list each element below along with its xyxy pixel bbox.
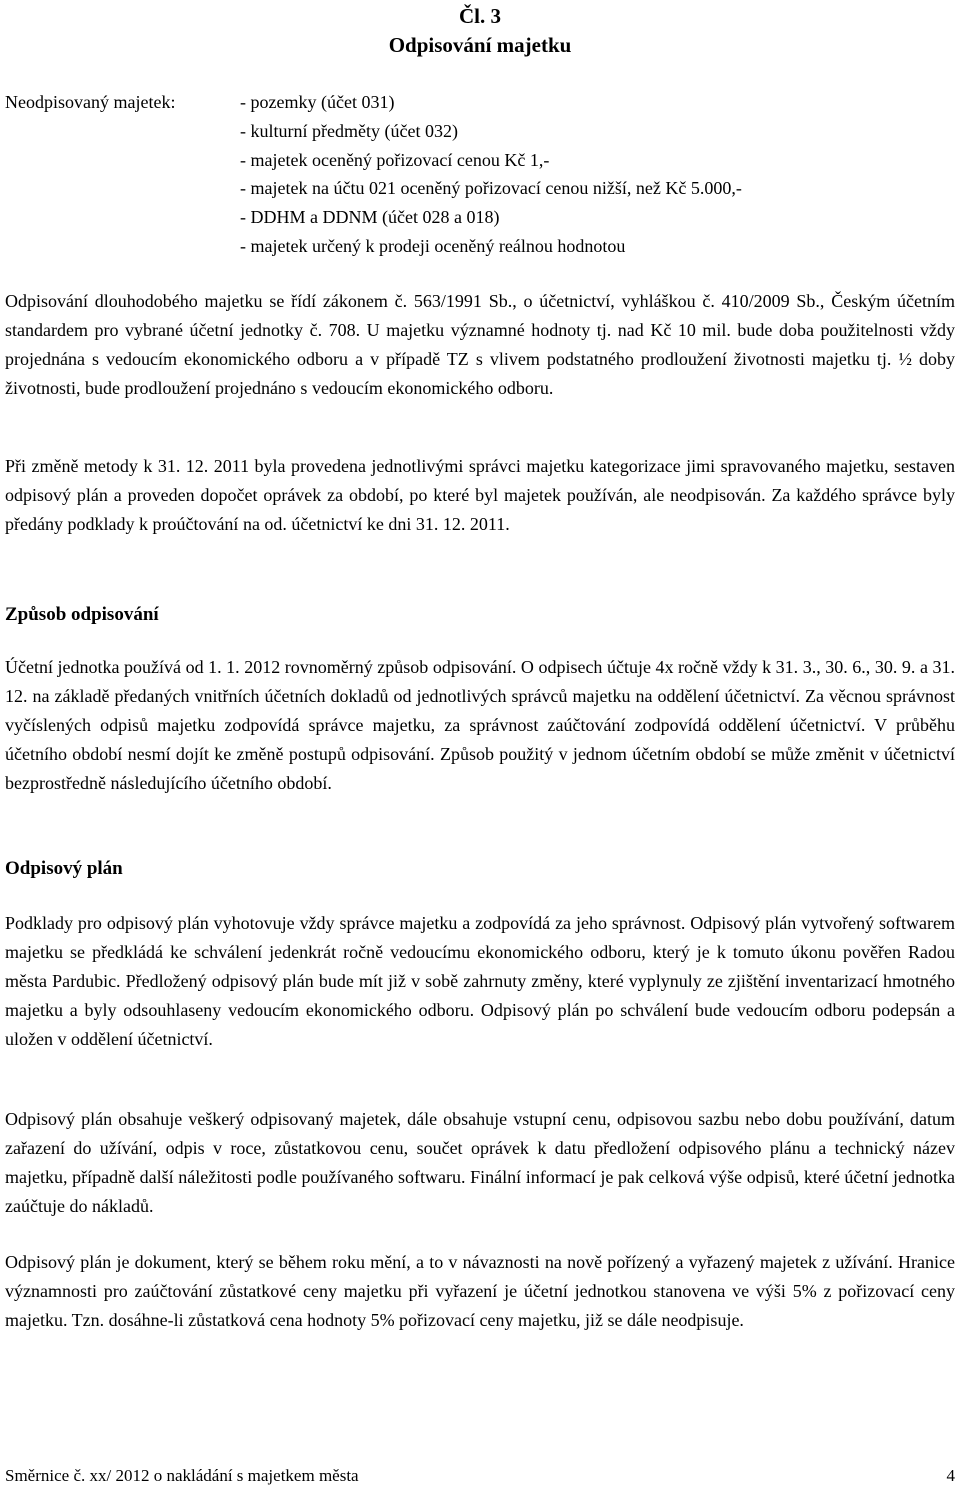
non-depreciated-label: Neodpisovaný majetek: [5,92,176,112]
list-item: - majetek určený k prodeji oceněný reálnou hodnotou [240,236,626,256]
paragraph-legal-basis: Odpisování dlouhodobého majetku se řídí zákonem č. 563/1991 Sb., o účetnictví, vyhláškou č. 410/2009 Sb., Českým účetním standardem pro vybrané účetní jednotky č. 708. U majetku významné hodnoty tj. nad Kč 10 mil. bude doba použitelnosti vždy projednána s vedoucím ekonomického odboru a v případě TZ s vlivem podstatného prodloužení životnosti majetku tj. ½ doby životnosti, bude prodloužení projednáno s vedoucím ekonomického odboru. [5,291,955,398]
footer-page-number: 4 [946,1466,955,1485]
paragraph-plan-changes: Odpisový plán je dokument, který se během roku mění, a to v návaznosti na nově pořízený a vyřazený majetek z užívání. Hranice významnosti pro zaúčtování zůstatkové ceny majetku při vyřazení je účetní jednotkou stanovena ve výši 5% z pořizovací ceny majetku. Tzn. dosáhne-li zůstatková cena hodnoty 5% pořizovací ceny majetku, již se dále neodpisuje. [5,1252,955,1330]
article-title: Odpisování majetku [388,33,572,57]
section-heading-method: Způsob odpisování [5,604,159,625]
list-item: - DDHM a DDNM (účet 028 a 018) [240,207,500,227]
paragraph-plan-preparation: Podklady pro odpisový plán vyhotovuje vždy správce majetku a zodpovídá za jeho správnost. Odpisový plán vytvořený softwarem majetku se předkládá ke schválení jedenkrát ročně vedoucímu ekonomického odboru, který je k tomuto úkonu pověřen Radou města Pardubic. Předložený odpisový plán bude mít již v sobě zahrnuty změny, které vyplynuly ze zjištění inventarizací hmotného majetku a byly odsouhlaseny vedoucím ekonomického odboru. Odpisový plán po schválení bude vedoucím odboru podepsán a uložen v oddělení účetnictví. [5,913,955,1049]
list-item: - pozemky (účet 031) [240,92,395,112]
paragraph-method: Účetní jednotka používá od 1. 1. 2012 rovnoměrný způsob odpisování. O odpisech účtuje 4x ročně vždy k 31. 3., 30. 6., 30. 9. a 31. 12. na základě předaných vnitřních účetních dokladů od jednotlivých správců majetku na oddělení účetnictví. Za věcnou správnost vyčíslených odpisů majetku zodpovídá správce majetku, za správnost zaúčtování zodpovídá oddělení účetnictví. V průběhu účetního období nesmí dojít ke změně postupů odpisování. Způsob použitý v jednom účetním období se může změnit v účetnictví bezprostředně následujícího účetního období. [5,657,955,793]
article-number: Čl. 3 [459,4,501,28]
paragraph-method-change: Při změně metody k 31. 12. 2011 byla provedena jednotlivými správci majetku kategorizace jimi spravovaného majetku, sestaven odpisový plán a proveden dopočet oprávek za období, po které byl majetek používán, ale neodpisován. Za každého správce byly předány podklady k proúčtování na od. účetnictví ke dni 31. 12. 2011. [5,456,955,534]
section-heading-plan: Odpisový plán [5,858,123,879]
paragraph-plan-contents: Odpisový plán obsahuje veškerý odpisovaný majetek, dále obsahuje vstupní cenu, odpisovou sazbu nebo dobu používání, datum zařazení do užívání, odpis v roce, zůstatkovou cenu, součet oprávek k datu předložení odpisového plánu a technický název majetku, případně další náležitosti podle používaného softwaru. Finální informací je pak celková výše odpisů, které účetní jednotka zaúčtuje do nákladů. [5,1109,955,1216]
list-item: - kulturní předměty (účet 032) [240,121,458,141]
list-item: - majetek na účtu 021 oceněný pořizovací cenou nižší, než Kč 5.000,- [240,178,742,198]
footer-document-title: Směrnice č. xx/ 2012 o nakládání s majetkem města [5,1466,359,1485]
list-item: - majetek oceněný pořizovací cenou Kč 1,- [240,150,550,170]
article-heading [0,2,960,60]
